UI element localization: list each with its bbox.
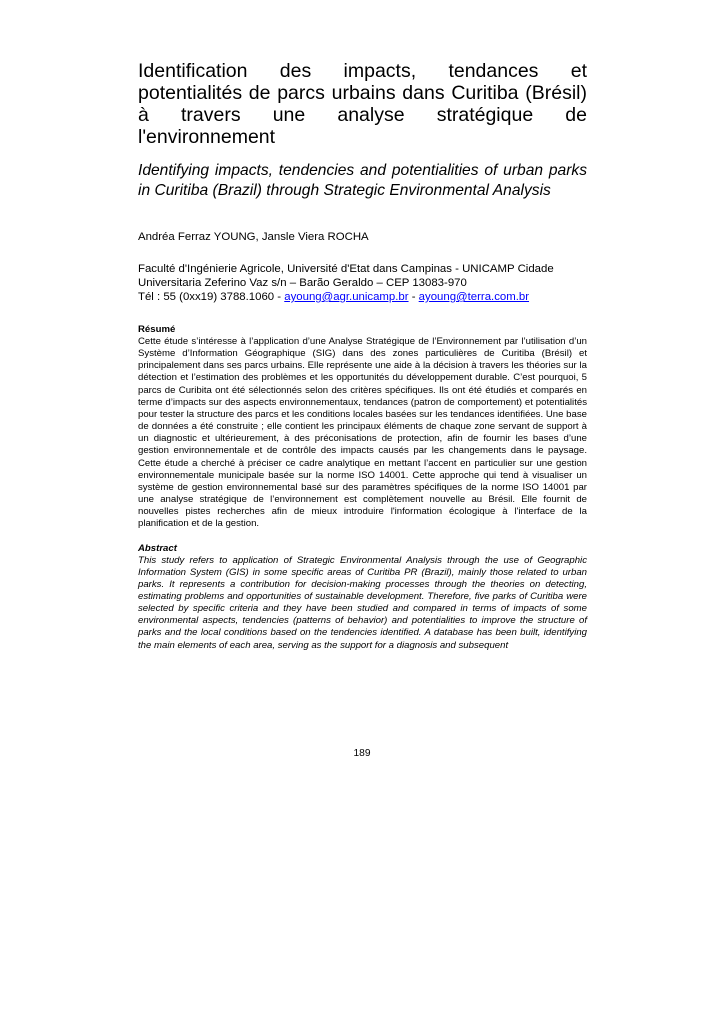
email-separator: - <box>408 291 419 303</box>
email-link-2[interactable]: ayoung@terra.com.br <box>418 291 530 303</box>
email-link-1[interactable]: ayoung@agr.unicamp.br <box>284 291 409 303</box>
page-number: 189 <box>353 748 371 759</box>
authors: Andréa Ferraz YOUNG, Jansle Viera ROCHA <box>138 231 369 243</box>
paper-title: Identification des impacts, tendances et potentialités de parcs urbains dans Curitiba (Brésil) à travers une analyse stratégique de l'environnement <box>138 60 587 148</box>
affiliation-address: Faculté d'Ingénierie Agricole, Université d'Etat dans Campinas - UNICAMP Cidade Universitaria Zeferino Vaz s/n – Barão Geraldo – CEP 13083-970 <box>138 263 554 289</box>
page-content <box>138 60 587 652</box>
paper-subtitle: Identifying impacts, tendencies and potentialities of urban parks in Curitiba (Brazil) through Strategic Environmental Analysis <box>138 162 587 199</box>
contact-line <box>138 290 587 304</box>
abstract-text: This study refers to application of Strategic Environmental Analysis through the use of Geographic Information System (GIS) in some specific areas of Curitiba PR (Brazil), mainly those related to urban parks. It represents a contribution for decision-making processes through the theories on detecting, estimating problems and opportunities of sustainable development. Therefore, five parks of Curitiba were selected by specific criteria and they have been studied and compared in terms of impacts of some environmental aspects, tendencies (patterns of behavior) and potentialities to improve the structure of parks and the local conditions based on the tendencies identified. A database has been built, identifying the main elements of each area, serving as the support for a diagnosis and subsequent <box>138 554 587 651</box>
affiliation-block <box>138 262 587 304</box>
phone-text: Tél : 55 (0xx19) 3788.1060 - <box>138 291 285 303</box>
abstract-heading: Abstract <box>138 542 177 554</box>
resume-text: Cette étude s’intéresse à l’application d’une Analyse Stratégique de l’Environnement par l’utilisation d’un Système d’Information Géographique (SIG) dans des zones particulières de Curitiba (Brésil) et principalement dans ses parcs urbains. Elle représente une aide à la décision à travers les théories sur la détection et l’estimation des problèmes et les opportunités du développement durable. C’est pourquoi, 5 parcs de Curibita ont été sélectionnés selon des critères spécifiques. Ils ont été étudiés et comparés en terme d’impacts sur des aspects environnementaux, tendances (patron de comportement) et potentialités pour tester la structure des parcs et les conditions locales basées sur les tendances identifiées. Une base de données a été construite ; elle contient les principaux éléments de chaque zone servant de support à un diagnostic et ultérieurement, à des préconisations de protection, afin de fournir les bases d’une gestion environnementale et de contrôle des impacts causés par les changements dans le paysage. Cette étude a cherché à préciser ce cadre analytique en mettant l’accent en particulier sur une gestion environnementale municipale basée sur la norme ISO 14001. Cette approche qui tend à visualiser un système de gestion environnemental basé sur des paramètres spécifiques de la norme ISO 14001 par une analyse stratégique de l’environnement est complètement nouvelle au Brésil. Elle fournit de nouvelles pistes recherches afin de mieux introduire l'information écologique à l'interface de la planification et de la gestion. <box>138 336 587 530</box>
resume-heading: Résumé <box>138 324 176 335</box>
